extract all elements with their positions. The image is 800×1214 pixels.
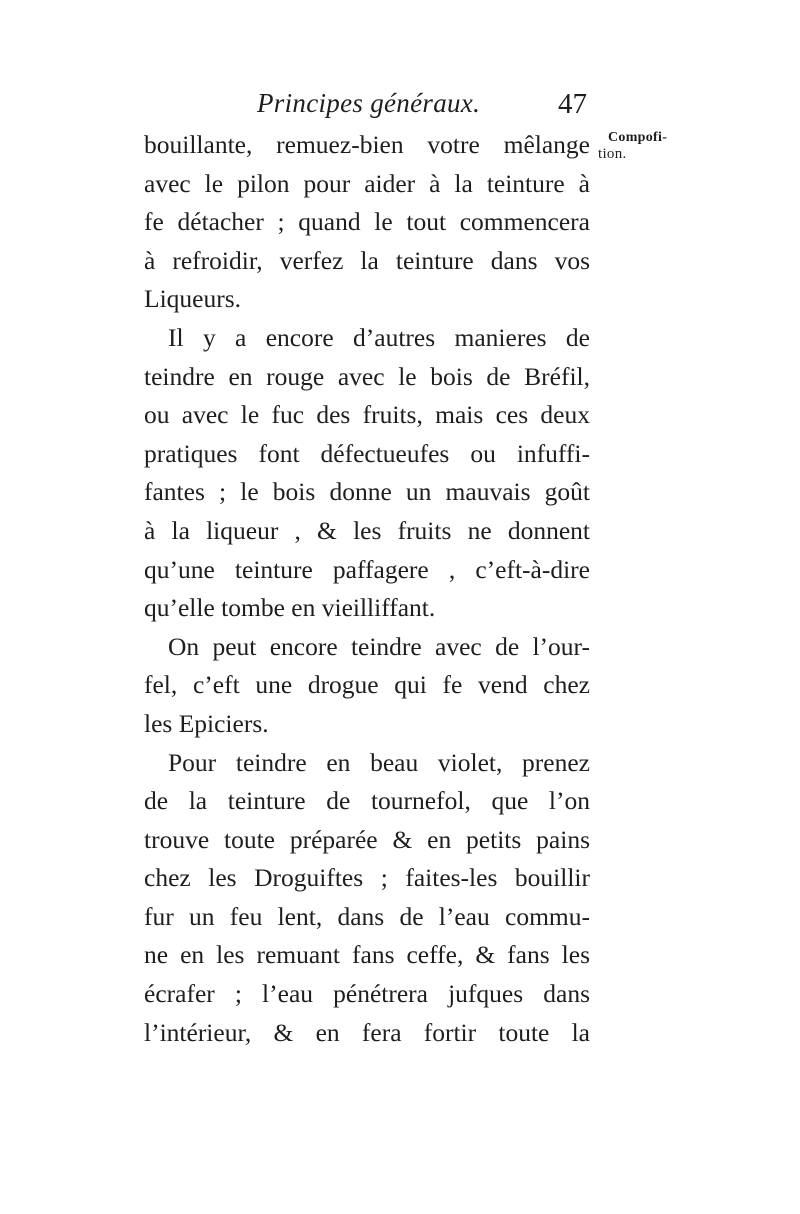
text-line: trouve toute préparée & en petits pains — [144, 824, 590, 854]
text-line: à la liqueur , & les fruits ne donnent — [144, 515, 590, 545]
margin-note — [598, 129, 698, 163]
text-line: bouillante, remuez-bien votre mêlange — [144, 130, 590, 159]
text-line: On peut encore teindre avec de l’our- — [168, 631, 590, 661]
text-line: teindre en rouge avec le bois de Bréfil, — [144, 361, 590, 391]
body-text — [144, 126, 590, 1052]
text-line: qu’une teinture paffagere , c’eft-à-dire — [144, 554, 590, 584]
text-line: fe détacher ; quand le tout commencera — [144, 207, 590, 237]
text-line: de la teinture de tournefol, que l’on — [144, 786, 590, 816]
text-line: chez les Droguiftes ; faites-les bouillir — [144, 863, 590, 893]
margin-note-line: Compofi- — [608, 130, 668, 145]
text-line: écrafer ; l’eau pénétrera jufques dans — [144, 979, 590, 1009]
text-line: fantes ; le bois donne un mauvais goût — [144, 477, 590, 507]
text-line: les Epiciers. — [144, 708, 269, 738]
text-line: Pour teindre en beau violet, prenez — [168, 747, 590, 777]
text-line: ne en les remuant fans ceffe, & fans les — [144, 940, 590, 970]
running-head — [143, 88, 591, 128]
text-line: fel, c’eft une drogue qui fe vend chez — [144, 670, 590, 700]
page-number: 47 — [558, 88, 587, 120]
text-line: qu’elle tombe en vieilliffant. — [144, 593, 436, 623]
text-line: fur un feu lent, dans de l’eau commu- — [144, 901, 590, 931]
text-line: Liqueurs. — [144, 284, 242, 314]
running-title: Principes généraux. — [257, 88, 481, 118]
text-line: Il y a encore d’autres manieres de — [168, 322, 590, 352]
text-line: l’intérieur, & en fera fortir toute la — [144, 1017, 590, 1047]
text-line: à refroidir, verfez la teinture dans vos — [144, 245, 590, 275]
text-line: pratiques font défectueufes ou infuffi- — [144, 438, 590, 468]
text-line: ou avec le fuc des fruits, mais ces deux — [144, 400, 590, 430]
margin-note-line: tion. — [598, 146, 627, 162]
text-line: avec le pilon pour aider à la teinture à — [144, 168, 590, 198]
